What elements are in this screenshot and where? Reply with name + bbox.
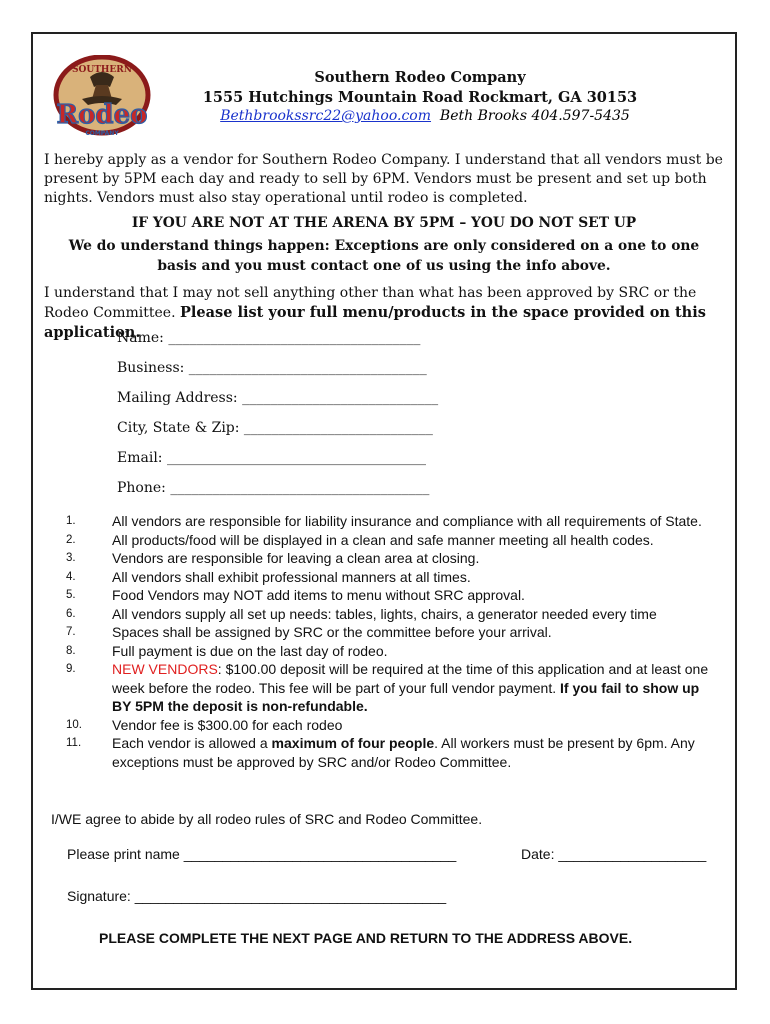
list-item: 2. All products/food will be displayed in a clean and safe manner meeting all health codes. [66,531,654,548]
list-item: 1. All vendors are responsible for liability insurance and compliance with all requirements of State. [66,513,702,529]
list-item: 4. All vendors shall exhibit professional manners at all times. [66,568,471,585]
southern-rodeo-logo [52,55,152,140]
contact-line [160,108,690,124]
phone-field[interactable]: Phone: _____________________________________ [117,480,430,496]
email-link[interactable]: Bethbrookssrc22@yahoo.com [220,108,432,124]
exceptions-line-1: We do understand things happen: Exceptions are only considered on a one to one [68,238,700,254]
list-item: 11. Each vendor is allowed a maximum of four people. All workers must be present by 6pm. Any exceptions must be approved by SRC and/or Rodeo Committee. [66,735,695,770]
print-name-field[interactable]: Please print name ___________________________________ [67,846,457,862]
list-item: 10. Vendor fee is $300.00 for each rodeo [66,716,343,733]
email-field[interactable]: Email: _____________________________________ [117,450,426,466]
company-name: Southern Rodeo Company [314,69,526,86]
list-item: 6. All vendors supply all set up needs: tables, lights, chairs, a generator needed every time [66,605,657,622]
date-field[interactable]: Date: ___________________ [521,846,707,862]
mailing-address-field[interactable]: Mailing Address: ____________________________ [117,390,439,406]
intro-paragraph: I hereby apply as a vendor for Southern Rodeo Company. I understand that all vendors must be present by 5PM each day and ready to sell by 6PM. Vendors must be present and set up both nights. Vendors must also stay operational until rodeo is completed. [44,152,723,206]
list-item: 9. NEW VENDORS: $100.00 deposit will be required at the time of this application and at least one week before the rodeo. This fee will be part of your full vendor payment. If you fail to show up BY 5PM the deposit is non-refundable. [66,661,709,714]
rules-list [66,512,716,771]
logo-main-text: Rodeo [56,100,148,130]
logo-top-text: SOUTHERN [72,65,132,75]
city-state-zip-field[interactable]: City, State & Zip: ___________________________ [117,420,433,436]
agreement-text: I/WE agree to abide by all rodeo rules of SRC and Rodeo Committee. [51,811,483,827]
understand-bold: Please list your full menu/products in the space provided on this application. [44,304,706,341]
list-item: 8. Full payment is due on the last day of rodeo. [66,642,388,659]
warning-line: IF YOU ARE NOT AT THE ARENA BY 5PM – YOU DO NOT SET UP [131,215,637,231]
logo-bottom-text: COMPANY [85,130,119,137]
name-field[interactable]: Name: ____________________________________ [117,330,421,346]
signature-field[interactable]: Signature: ________________________________________ [67,888,447,904]
list-item: 3. Vendors are responsible for leaving a clean area at closing. [66,550,480,566]
new-vendors-label: NEW VENDORS [112,661,218,677]
company-address: 1555 Hutchings Mountain Road Rockmart, GA 30153 [202,89,638,106]
understand-text: I understand that I may not sell anything other than what has been approved by SRC or the Rodeo Committee. [44,285,697,321]
footer-instruction: PLEASE COMPLETE THE NEXT PAGE AND RETURN TO THE ADDRESS ABOVE. [99,930,633,946]
contact-name-phone: Beth Brooks 404.597-5435 [439,108,630,124]
exceptions-line-2: basis and you must contact one of us using the info above. [157,258,611,274]
list-item: 5. Food Vendors may NOT add items to menu without SRC approval. [66,587,525,603]
list-item: 7. Spaces shall be assigned by SRC or the committee before your arrival. [66,624,552,640]
business-field[interactable]: Business: __________________________________ [117,360,427,376]
